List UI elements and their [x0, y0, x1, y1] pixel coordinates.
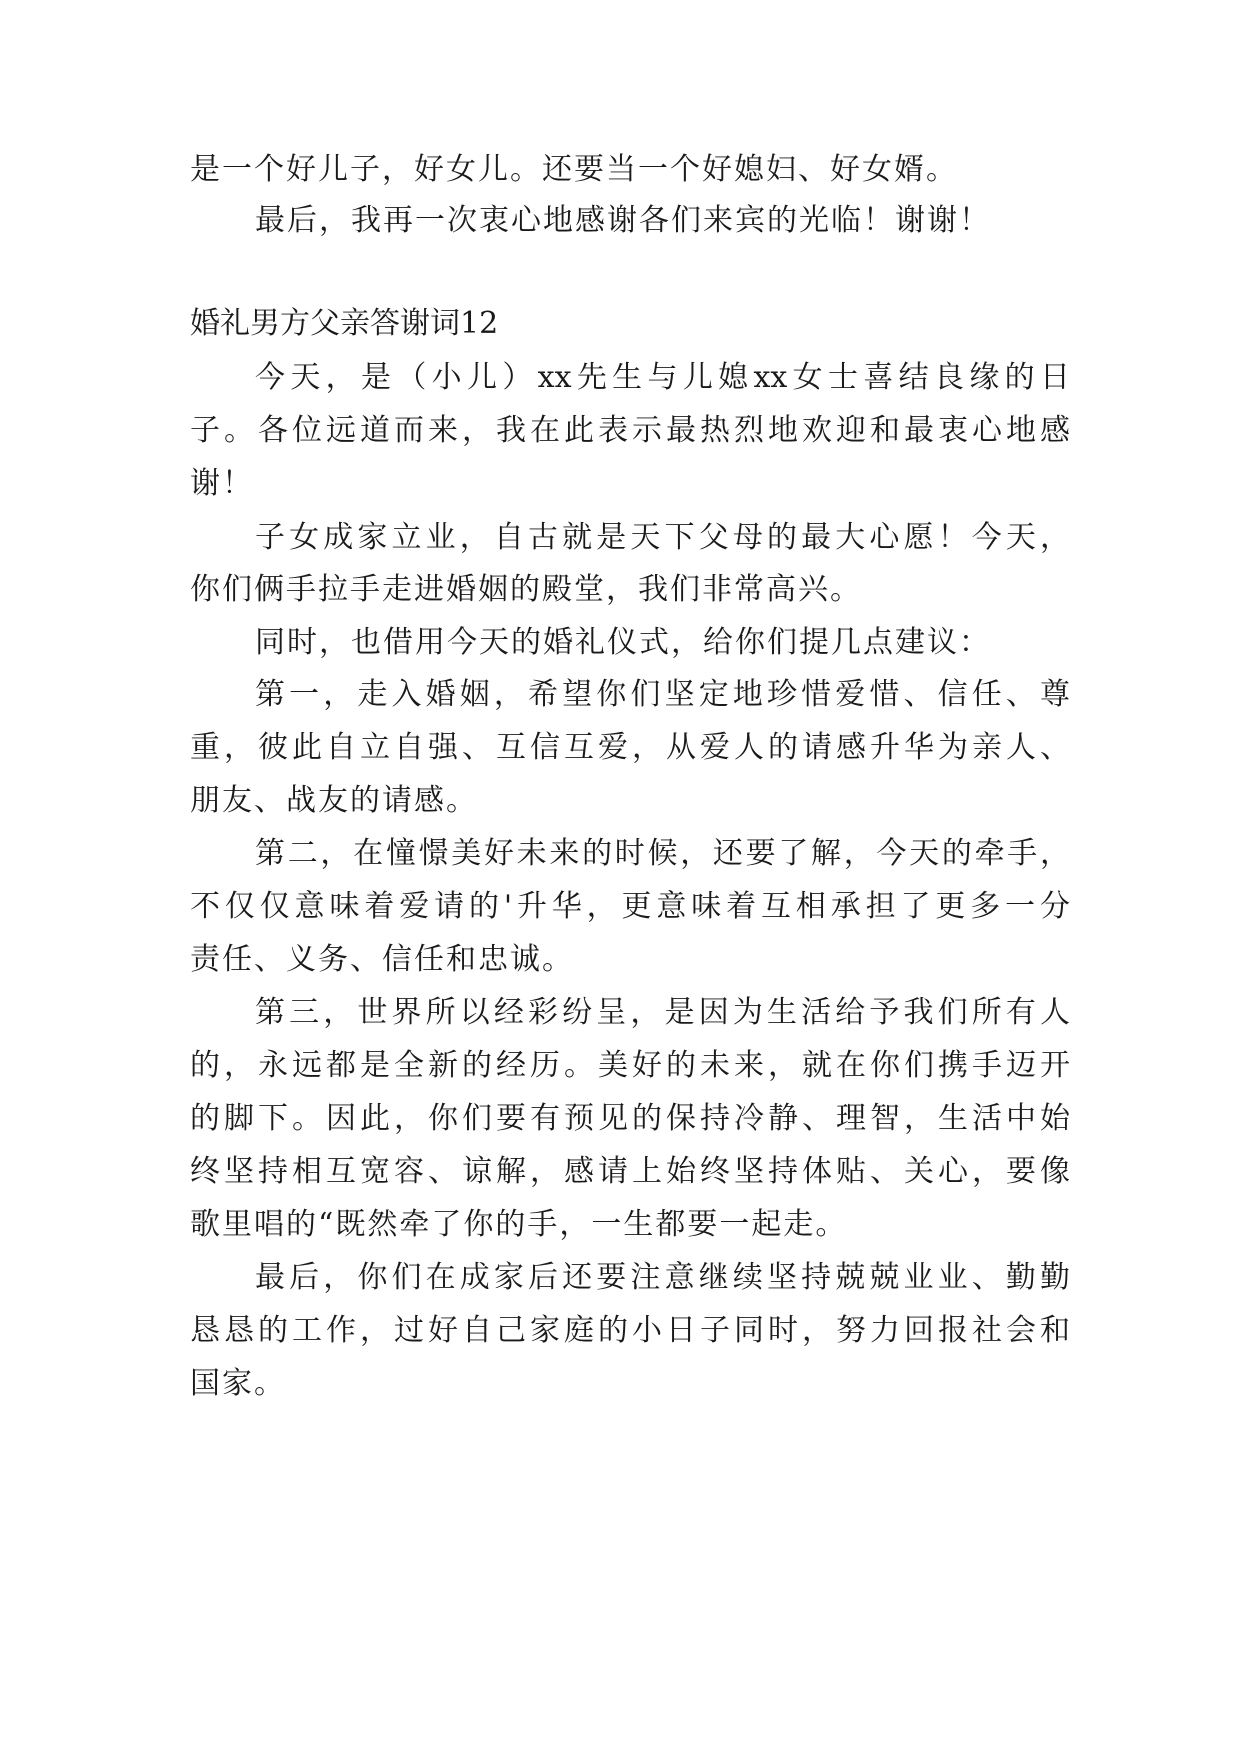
text-line: 的，永远都是全新的经历。美好的未来，就在你们携手迈开 — [190, 1048, 1070, 1083]
text-line: 子。各位远道而来，我在此表示最热烈地欢迎和最衷心地感 — [190, 413, 1070, 448]
text-line: 第一，走入婚姻，希望你们坚定地珍惜爱惜、信任、尊 — [255, 677, 1070, 712]
section-heading: 婚礼男方父亲答谢词12 — [190, 306, 499, 341]
text-line: 是一个好儿子，好女儿。还要当一个好媳妇、好女婿。 — [190, 152, 958, 187]
text-line: 重，彼此自立自强、互信互爱，从爱人的请感升华为亲人、 — [190, 730, 1070, 765]
text-line: 最后，我再一次衷心地感谢各们来宾的光临！谢谢！ — [255, 203, 991, 238]
text-line: 子女成家立业，自古就是天下父母的最大心愿！今天， — [255, 520, 1070, 555]
text-line: 歌里唱的“既然牵了你的手，一生都要一起走。 — [190, 1207, 848, 1242]
text-line: 朋友、战友的请感。 — [190, 783, 478, 818]
text-line: 谢！ — [190, 466, 254, 501]
text-line: 第三，世界所以经彩纷呈，是因为生活给予我们所有人 — [255, 995, 1070, 1030]
text-line: 最后，你们在成家后还要注意继续坚持兢兢业业、勤勤 — [255, 1260, 1070, 1295]
text-line: 责任、义务、信任和忠诚。 — [190, 942, 574, 977]
text-line: 的脚下。因此，你们要有预见的保持冷静、理智，生活中始 — [190, 1101, 1070, 1136]
text-line: 终坚持相互宽容、谅解，感请上始终坚持体贴、关心，要像 — [190, 1154, 1070, 1189]
text-line: 今天，是（小儿）xx先生与儿媳xx女士喜结良缘的日 — [255, 360, 1070, 395]
text-line: 同时，也借用今天的婚礼仪式，给你们提几点建议： — [255, 625, 991, 660]
text-line: 你们俩手拉手走进婚姻的殿堂，我们非常高兴。 — [190, 572, 862, 607]
text-line: 国家。 — [190, 1366, 286, 1401]
text-line: 不仅仅意味着爱请的'升华，更意味着互相承担了更多一分 — [190, 889, 1070, 924]
text-line: 恳恳的工作，过好自己家庭的小日子同时，努力回报社会和 — [190, 1313, 1070, 1348]
text-line: 第二，在憧憬美好未来的时候，还要了解，今天的牵手， — [255, 836, 1070, 871]
